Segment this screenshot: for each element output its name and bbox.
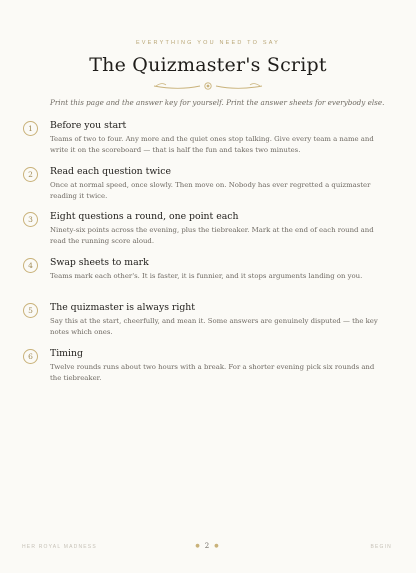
flourish-ornament-icon xyxy=(148,80,268,94)
step-title: Eight questions a round, one point each xyxy=(50,211,239,222)
list-item xyxy=(23,166,383,212)
page-number xyxy=(187,542,227,550)
page-number-value: 2 xyxy=(204,542,210,550)
step-title: Before you start xyxy=(50,120,127,131)
step-number-badge: 4 xyxy=(23,258,38,273)
step-body: Teams of two to four. Any more and the quiet ones stop talking. Give every team a name and write it on the scoreboard — that is half the fun and takes two minutes. xyxy=(50,135,374,155)
footer-section-label: BEGIN xyxy=(370,544,392,550)
step-body: Once at normal speed, once slowly. Then move on. Nobody has ever regretted a quizmaster reading it twice. xyxy=(50,180,371,200)
step-body: Teams mark each other's. It is faster, it is funnier, and it stops arguments landing on you. xyxy=(50,271,363,280)
step-title: Swap sheets to mark xyxy=(50,256,149,268)
step-body: Say this at the start, cheerfully, and mean it. Some answers are genuinely disputed — the key notes which ones. xyxy=(50,317,378,337)
list-item xyxy=(23,120,383,166)
step-title: Timing xyxy=(50,347,83,359)
intro-text: Print this page and the answer key for yourself. Print the answer sheets for everybody else. xyxy=(50,98,385,107)
page-title: The Quizmaster's Script xyxy=(89,54,327,76)
step-body: Twelve rounds runs about two hours with a break. For a shorter evening pick six rounds and the tiebreaker. xyxy=(50,362,375,382)
step-number-badge: 3 xyxy=(23,212,38,227)
step-title: The quizmaster is always right xyxy=(50,302,196,313)
dot-icon: ● xyxy=(214,543,219,549)
footer-brand: HER ROYAL MADNESS xyxy=(22,544,97,550)
step-number-badge: 1 xyxy=(23,121,38,136)
step-title: Read each question twice xyxy=(50,165,171,177)
list-item xyxy=(23,302,383,348)
dot-icon: ● xyxy=(195,543,200,549)
page-footer xyxy=(22,542,392,552)
step-number-badge: 5 xyxy=(23,303,38,318)
steps-list xyxy=(23,120,383,393)
step-number-badge: 2 xyxy=(23,167,38,182)
step-body: Ninety-six points across the evening, plus the tiebreaker. Mark at the end of each round and read the running score aloud. xyxy=(50,226,374,246)
step-number-badge: 6 xyxy=(23,349,38,364)
list-item xyxy=(23,348,383,394)
section-kicker: EVERYTHING YOU NEED TO SAY xyxy=(135,40,281,46)
list-item xyxy=(23,211,383,257)
list-item xyxy=(23,257,383,303)
